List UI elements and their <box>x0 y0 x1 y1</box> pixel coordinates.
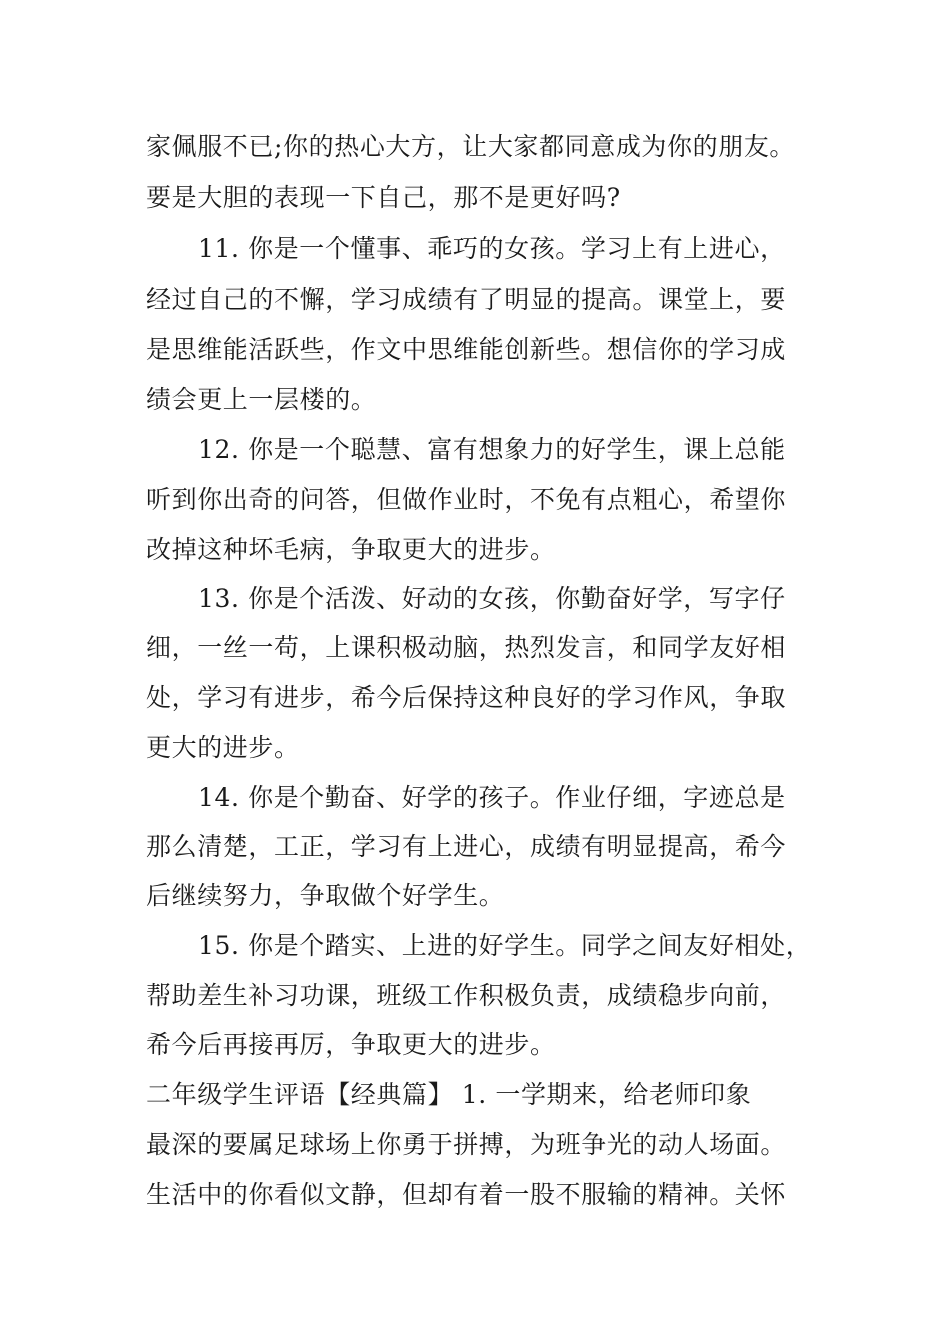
paragraph-13-start: 13. 你是个活泼、好动的女孩，你勤奋好学，写字仔 <box>198 584 786 613</box>
paragraph-12-start: 12. 你是一个聪慧、富有想象力的好学生，课上总能 <box>198 435 786 464</box>
text-line: 是思维能活跃些，作文中思维能创新些。想信你的学习成 <box>146 335 787 364</box>
text-line: 生活中的你看似文静，但却有着一股不服输的精神。关怀 <box>146 1180 787 1209</box>
paragraph-15-start: 15. 你是个踏实、上进的好学生。同学之间友好相处， <box>198 931 812 960</box>
text-line: 更大的进步。 <box>146 733 300 762</box>
paragraph-14-start: 14. 你是个勤奋、好学的孩子。作业仔细，字迹总是 <box>198 783 786 812</box>
text-line: 那么清楚，工正，学习有上进心，成绩有明显提高，希今 <box>146 832 787 861</box>
text-line: 经过自己的不懈，学习成绩有了明显的提高。课堂上，要 <box>146 285 787 314</box>
text-line: 改掉这种坏毛病，争取更大的进步。 <box>146 535 556 564</box>
text-line: 听到你出奇的问答，但做作业时，不免有点粗心，希望你 <box>146 485 787 514</box>
text-line: 后继续努力，争取做个好学生。 <box>146 881 505 910</box>
text-line: 家佩服不已;你的热心大方，让大家都同意成为你的朋友。 <box>146 132 796 161</box>
text-line: 要是大胆的表现一下自己，那不是更好吗? <box>146 183 621 212</box>
text-line: 处，学习有进步，希今后保持这种良好的学习作风，争取 <box>146 683 787 712</box>
text-line: 最深的要属足球场上你勇于拼搏，为班争光的动人场面。 <box>146 1130 787 1159</box>
text-line: 希今后再接再厉，争取更大的进步。 <box>146 1030 556 1059</box>
text-line: 细，一丝一苟，上课积极动脑，热烈发言，和同学友好相 <box>146 633 787 662</box>
section-heading-line: 二年级学生评语【经典篇】 1. 一学期来，给老师印象 <box>146 1080 752 1109</box>
text-line: 帮助差生补习功课，班级工作积极负责，成绩稳步向前， <box>146 981 787 1010</box>
text-line: 绩会更上一层楼的。 <box>146 385 377 414</box>
paragraph-11-start: 11. 你是一个懂事、乖巧的女孩。学习上有上进心， <box>198 234 786 263</box>
